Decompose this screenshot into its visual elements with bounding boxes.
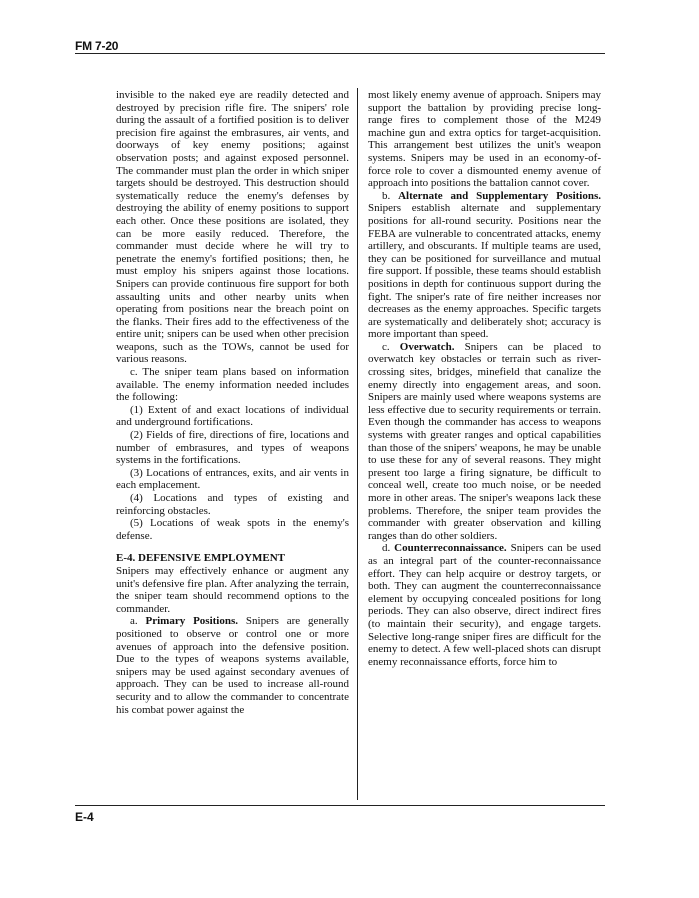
paragraph-body: Snipers can be used as an integral part of the counter-reconnaissance effort. They can help acquire or destroy targets, or both. They can augment the counterreconnaissance element by occupying concealed positions for long periods. They can also observe, direct indirect fires (to maintain their security), and engage targets. Selective long-range sniper fires are difficult for the enemy to detect. A few well-placed shots can disrupt enemy reconnaissance efforts, force him to — [368, 542, 602, 668]
subheading-counterreconnaissance: Counterreconnaissance. — [394, 542, 507, 555]
paragraph-body: Snipers are generally positioned to observe or control one or more avenues of approach into the defensive position. Due to the types of weapons systems available, snipers may be used against secondary avenues of approach. They can be used to increase all-round security and to allow the commander to concentrate his combat power against the — [116, 615, 349, 716]
list-item-2: (2) Fields of fire, directions of fire, locations and number of embrasures, and types of weapons systems in the fortifications. — [116, 429, 349, 467]
subheading-alternate-positions: Alternate and Supplementary Positions. — [398, 189, 601, 202]
list-item-1: (1) Extent of and exact locations of individual and underground fortifications. — [116, 403, 349, 429]
right-column — [368, 89, 601, 668]
paragraph-avenue-continued: most likely enemy avenue of approach. Snipers may support the battalion by providing precise long-range fires to complement those of the M249 machine gun and extra optics for target-acquisition. This arrangement best utilizes the unit's weapon systems. Snipers may be used in an economy-of-force role to cover a dismounted enemy avenue of approach into positions the battalion cannot cover. — [368, 89, 601, 190]
paragraph-primary-positions — [116, 615, 349, 716]
list-item-4: (4) Locations and types of existing and reinforcing obstacles. — [116, 492, 349, 517]
page-number: E-4 — [75, 810, 94, 824]
list-item-5: (5) Locations of weak spots in the enemy's defense. — [116, 517, 349, 542]
subheading-primary-positions: Primary Positions. — [145, 615, 239, 628]
paragraph-label: a. — [130, 615, 138, 628]
column-divider — [357, 88, 358, 800]
paragraph-defensive-intro: Snipers may effectively enhance or augment any unit's defensive fire plan. After analyzing the terrain, the sniper team should recommend options to the commander. — [116, 564, 349, 615]
paragraph-label: d. — [382, 542, 391, 555]
paragraph-overwatch — [368, 341, 601, 543]
subheading-overwatch: Overwatch. — [399, 340, 455, 353]
header-rule — [75, 53, 605, 54]
section-heading-defensive: E-4. DEFENSIVE EMPLOYMENT — [116, 552, 285, 565]
paragraph-label: b. — [382, 189, 391, 202]
paragraph-body: Snipers establish alternate and supplementary positions for all-round security. Positions near the FEBA are vulnerable to concentrated attacks, enemy artillery, and obscurants. If multiple teams are used, they can be positioned for surveillance and mutual fire support. If possible, these teams should establish positions in depth for continuous support during the fight. The sniper's rate of fire neither increases nor decreases as the enemy approaches. Specific targets are systematically and deliberately shot; accuracy is more important than speed. — [368, 202, 601, 341]
page-header: FM 7-20 — [75, 39, 119, 53]
footer-rule — [75, 805, 605, 806]
list-item-3: (3) Locations of entrances, exits, and air vents in each emplacement. — [116, 466, 349, 492]
paragraph-body: Snipers can be placed to overwatch key obstacles or terrain such as river-crossing sites, bridges, minefield that canalize the enemy directly into engagement areas, and soon. Snipers are mainly used where weapons systems are less effective due to security requirements or terrain. Even though the commander has access to weapons systems with greater ranges and optical capabilities than those of the snipers' weapons, he may be unable to use these for any of several reasons. They might present too large a firing signature, be difficult to conceal well, create too much noise, or be needed more in other areas. The sniper's weapons lack these problems. Therefore, the sniper team provides the commander with greater observation and killing ranges than do other soldiers. — [368, 340, 602, 542]
left-column — [116, 89, 349, 716]
paragraph-counterreconnaissance — [368, 542, 601, 668]
paragraph-fortified-assault: invisible to the naked eye are readily detected and destroyed by precision rifle fire. The snipers' role during the assault of a fortified position is to deliver precision fire against the embrasures, air vents, and doorways of key enemy positions; against observation posts; and against exposed personnel. The commander must plan the order in which sniper targets should be destroyed. This destruction should systematically reduce the enemy's defenses by destroying the ability of enemy positions to support each other. Once these positions are isolated, they can be more easily reduced. Therefore, the commander must decide where he will try to penetrate the enemy's fortified positions; then, he must employ his snipers against those locations. Snipers can provide continuous fire support for both assaulting units and other nearby units when operating from positions near the breach point on the flanks. Their fires add to the effectiveness of the entire unit; snipers can be used when other precision weapons, such as the TOWs, cannot be used for various reasons. — [116, 89, 349, 366]
paragraph-planning: c. The sniper team plans based on information available. The enemy information needed includes the following: — [116, 366, 349, 404]
paragraph-alternate-positions — [368, 190, 601, 341]
paragraph-label: c. — [382, 340, 390, 353]
